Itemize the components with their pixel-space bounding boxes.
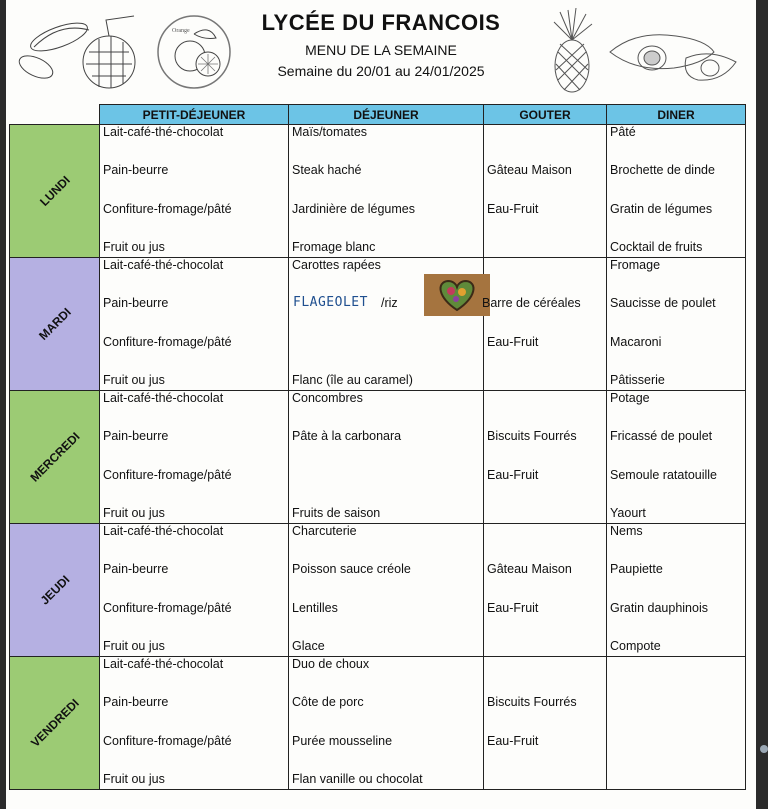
menu-item: Lait-café-thé-chocolat [103, 258, 224, 272]
weekly-menu-table [9, 104, 746, 790]
menu-item: Fruit ou jus [103, 373, 165, 387]
diner-cell [607, 524, 746, 657]
day-cell-vendredi [10, 657, 100, 790]
menu-item: Gâteau Maison [487, 163, 572, 177]
menu-item: Pain-beurre [103, 296, 169, 310]
dejeuner-cell [289, 258, 484, 391]
heart-food-image [424, 274, 490, 316]
menu-item: Pain-beurre [103, 695, 169, 709]
diner-cell [607, 391, 746, 524]
day-label: MARDI [35, 305, 74, 343]
menu-item: Eau-Fruit [487, 468, 539, 482]
petit-dejeuner-cell [100, 657, 289, 790]
menu-item: Fruit ou jus [103, 506, 165, 520]
week-range: Semaine du 20/01 au 24/01/2025 [277, 63, 485, 79]
menu-item: Brochette de dinde [610, 163, 715, 177]
menu-item: Maïs/tomates [292, 125, 368, 139]
scroll-indicator[interactable] [760, 745, 768, 753]
menu-item: Concombres [292, 391, 363, 405]
menu-item: Confiture-fromage/pâté [103, 601, 232, 615]
gouter-cell [484, 657, 607, 790]
orange-caption: Orange [172, 28, 190, 34]
menu-item: Poisson sauce créole [292, 562, 411, 576]
menu-item: Biscuits Fourrés [487, 429, 577, 443]
column-petit-dejeuner: PETIT-DÉJEUNER [100, 105, 289, 125]
column-dejeuner: DÉJEUNER [289, 105, 484, 125]
day-label: MERCREDI [26, 429, 83, 485]
menu-item: Potage [610, 391, 650, 405]
menu-item: Paupiette [610, 562, 663, 576]
petit-dejeuner-cell [100, 125, 289, 258]
day-row-mardi [10, 258, 746, 391]
dejeuner-cell [289, 391, 484, 524]
menu-item: Confiture-fromage/pâté [103, 734, 232, 748]
menu-item: Pain-beurre [103, 562, 169, 576]
menu-item: Macaroni [610, 335, 662, 349]
menu-item: Gâteau Maison [487, 562, 572, 576]
menu-item: Pâtisserie [610, 373, 665, 387]
gouter-cell [484, 524, 607, 657]
diner-cell [607, 657, 746, 790]
menu-item: Duo de choux [292, 657, 370, 671]
gouter-cell [484, 391, 607, 524]
menu-item: Fruit ou jus [103, 240, 165, 254]
menu-item: Lentilles [292, 601, 338, 615]
day-row-mercredi [10, 391, 746, 524]
menu-item: Compote [610, 639, 661, 653]
petit-dejeuner-cell [100, 391, 289, 524]
day-label: LUNDI [36, 173, 73, 209]
menu-item: Lait-café-thé-chocolat [103, 524, 224, 538]
menu-item: Purée mousseline [292, 734, 393, 748]
menu-item: Fruits de saison [292, 506, 381, 520]
menu-item: Confiture-fromage/pâté [103, 202, 232, 216]
dejeuner-cell [289, 657, 484, 790]
menu-item: Pâte à la carbonara [292, 429, 402, 443]
menu-item: Pain-beurre [103, 163, 169, 177]
day-label: VENDREDI [27, 696, 82, 750]
menu-item: Cocktail de fruits [610, 240, 703, 254]
day-cell-mardi [10, 258, 100, 391]
column-diner: DINER [607, 105, 746, 125]
gouter-cell [484, 258, 607, 391]
menu-item: Eau-Fruit [487, 601, 539, 615]
petit-dejeuner-cell [100, 258, 289, 391]
diner-cell [607, 125, 746, 258]
menu-item-riz: /riz [381, 296, 398, 310]
menu-item-flageolet: FLAGEOLET [293, 295, 368, 310]
column-header-row [10, 105, 746, 125]
day-cell-lundi [10, 125, 100, 258]
menu-item: Gratin dauphinois [610, 601, 708, 615]
menu-item: Fruit ou jus [103, 772, 165, 786]
dejeuner-cell [289, 524, 484, 657]
menu-item: Lait-café-thé-chocolat [103, 391, 224, 405]
day-row-vendredi [10, 657, 746, 790]
menu-item: Flan vanille ou chocolat [292, 772, 423, 786]
petit-dejeuner-cell [100, 524, 289, 657]
column-gouter: GOUTER [484, 105, 607, 125]
menu-item: Fricassé de poulet [610, 429, 713, 443]
menu-item: Saucisse de poulet [610, 296, 716, 310]
menu-item: Confiture-fromage/pâté [103, 335, 232, 349]
menu-item: Charcuterie [292, 524, 357, 538]
day-cell-jeudi [10, 524, 100, 657]
menu-item: Fromage [610, 258, 661, 272]
menu-item: Carottes rapées [292, 258, 381, 272]
menu-item: Côte de porc [292, 695, 364, 709]
day-cell-mercredi [10, 391, 100, 524]
menu-item: Jardinière de légumes [292, 202, 415, 216]
diner-cell [607, 258, 746, 391]
menu-sheet [6, 0, 756, 809]
menu-item: Eau-Fruit [487, 335, 539, 349]
menu-item: Steak haché [292, 163, 362, 177]
menu-subtitle: MENU DE LA SEMAINE [305, 42, 457, 58]
menu-item: Pâté [610, 125, 636, 139]
menu-item: Fruit ou jus [103, 639, 165, 653]
menu-item: Fromage blanc [292, 240, 376, 254]
menu-item: Flanc (île au caramel) [292, 373, 413, 387]
day-label: JEUDI [37, 572, 72, 608]
header-corner [10, 105, 100, 125]
menu-item: Barre de céréales [482, 296, 581, 310]
menu-item: Pain-beurre [103, 429, 169, 443]
menu-item: Semoule ratatouille [610, 468, 718, 482]
day-row-lundi [10, 125, 746, 258]
menu-item: Lait-café-thé-chocolat [103, 657, 224, 671]
menu-item: Nems [610, 524, 643, 538]
school-title: LYCÉE DU FRANCOIS [261, 10, 501, 35]
menu-item: Confiture-fromage/pâté [103, 468, 232, 482]
menu-item: Eau-Fruit [487, 202, 539, 216]
dejeuner-cell [289, 125, 484, 258]
gouter-cell [484, 125, 607, 258]
menu-item: Gratin de légumes [610, 202, 713, 216]
menu-item: Glace [292, 639, 325, 653]
menu-item: Lait-café-thé-chocolat [103, 125, 224, 139]
menu-item: Eau-Fruit [487, 734, 539, 748]
day-row-jeudi [10, 524, 746, 657]
menu-item: Biscuits Fourrés [487, 695, 577, 709]
menu-item: Yaourt [610, 506, 646, 520]
